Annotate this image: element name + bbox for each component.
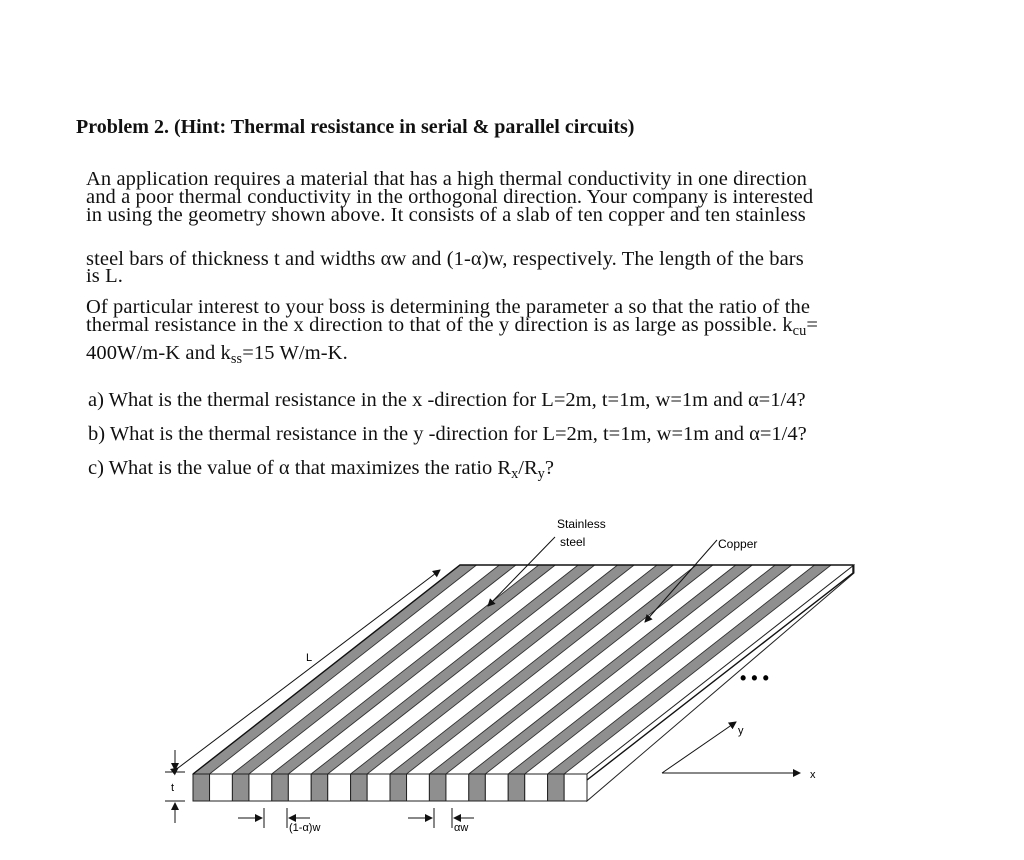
stainless-bar-front	[272, 774, 289, 801]
stainless-bar-front	[193, 774, 210, 801]
k-ss-subscript: ss	[230, 351, 243, 367]
intro-line-1: An application requires a material that has a high thermal conductivity in one direction	[86, 168, 807, 190]
bars-line-2: is L.	[86, 265, 123, 287]
intro-line-2: and a poor thermal conductivity in the orthogonal direction. Your company is interested	[86, 186, 814, 208]
interest-line-1: Of particular interest to your boss is determining the parameter a so that the ratio of the	[86, 296, 811, 318]
stainless-bar-front	[351, 774, 368, 801]
copper-bar-front	[328, 774, 351, 801]
stainless-bar-front	[508, 774, 525, 801]
label-x: x	[810, 769, 816, 781]
stainless-bar-front	[548, 774, 565, 801]
question-b: b) What is the thermal resistance in the y -direction for L=2m, t=1m, w=1m and α=1/4?	[88, 423, 807, 445]
stainless-bar-front	[429, 774, 446, 801]
stainless-bar-front	[232, 774, 249, 801]
question-c: c) What is the value of α that maximizes the ratio $R_x/R_y$?	[88, 457, 554, 482]
label-ellipsis: • • •	[740, 668, 769, 688]
y-axis	[662, 722, 736, 773]
bars-line-1: steel bars of thickness t and widths αw and (1-α)w, respectively. The length of the bars	[86, 248, 804, 270]
copper-bar-front	[249, 774, 272, 801]
copper-bar-front	[288, 774, 311, 801]
copper-bar-front	[407, 774, 430, 801]
intro-line-3: in using the geometry shown above. It consists of a slab of ten copper and ten stainless	[86, 204, 806, 226]
stainless-bar-front	[469, 774, 486, 801]
stainless-bar-front	[311, 774, 328, 801]
copper-bar-front	[485, 774, 508, 801]
copper-bar-front	[525, 774, 548, 801]
label-stainless-line2: steel	[560, 535, 586, 549]
question-a: a) What is the thermal resistance in the x -direction for L=2m, t=1m, w=1m and α=1/4?	[88, 389, 806, 411]
label-L: L	[306, 652, 313, 664]
copper-bar-front	[210, 774, 233, 801]
interest-line-2: thermal resistance in the x direction to that of the y direction is as large as possible. $k_{cu}=$	[86, 314, 819, 339]
label-alpha-w: αw	[454, 822, 469, 834]
copper-bar-front	[446, 774, 469, 801]
stainless-bar-front	[390, 774, 407, 801]
label-t: t	[171, 782, 175, 794]
copper-bar-front	[564, 774, 587, 801]
problem-title: Problem 2. (Hint: Thermal resistance in serial & parallel circuits)	[76, 116, 635, 138]
interest-line-3: 400W/m-K and $k_{ss}=15$ W/m-K.	[86, 342, 348, 367]
label-copper: Copper	[718, 537, 758, 551]
label-y: y	[738, 725, 744, 737]
copper-bar-front	[367, 774, 390, 801]
label-one-minus-alpha-w: (1-α)w	[289, 822, 321, 834]
label-stainless-line1: Stainless	[557, 517, 606, 531]
k-cu-subscript: cu	[792, 323, 807, 339]
